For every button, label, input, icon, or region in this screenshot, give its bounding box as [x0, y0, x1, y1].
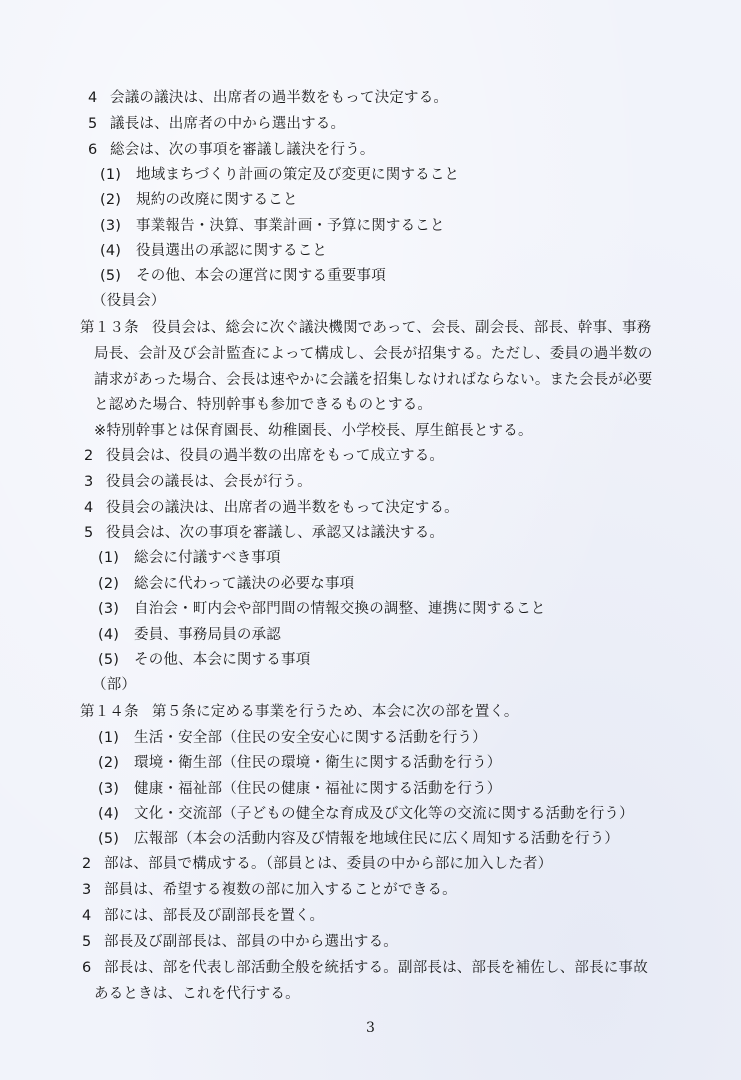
article-text: 役員会は、総会に次ぐ議決機関であって、会長、副会長、部長、幹事、事務: [152, 320, 652, 336]
item-14-1: [98, 728, 487, 748]
item-14-2: [98, 753, 502, 773]
item-1: [100, 165, 459, 185]
item-14-5: [98, 829, 619, 849]
clause-12-5: [88, 114, 345, 134]
clause-text: 役員会の議長は、会長が行う。: [106, 474, 312, 490]
item-13-5: [98, 650, 310, 670]
clause-number: 6: [88, 142, 98, 158]
item-number: (2): [98, 576, 120, 592]
item-number: (4): [98, 627, 120, 643]
item-text: 役員選出の承認に関すること: [136, 243, 328, 259]
clause-13-5: [84, 523, 444, 543]
clause-number: 5: [88, 116, 98, 132]
clause-number: 6: [82, 960, 92, 976]
clause-number: 2: [84, 448, 94, 464]
article-14-heading: [80, 702, 519, 722]
article-13-line-2: 局長、会計及び会計監査によって構成し、会長が招集する。ただし、委員の過半数の: [94, 346, 653, 362]
item-number: (1): [100, 167, 122, 183]
clause-14-2: [82, 854, 552, 874]
item-number: (4): [100, 243, 122, 259]
clause-13-2: [84, 446, 444, 466]
item-text: 委員、事務局員の承認: [134, 627, 281, 643]
clause-text: 総会は、次の事項を審議し議決を行う。: [110, 142, 375, 158]
article-13-note: ※特別幹事とは保育園長、幼稚園長、小学校長、厚生館長とする。: [94, 423, 533, 439]
item-14-3: [98, 779, 502, 799]
clause-text: 部員は、希望する複数の部に加入することができる。: [104, 882, 457, 898]
clause-text: 会議の議決は、出席者の過半数をもって決定する。: [110, 90, 449, 106]
clause-number: 4: [88, 90, 98, 106]
item-13-1: [98, 548, 281, 568]
item-number: (3): [98, 781, 120, 797]
item-text: 総会に代わって議決の必要な事項: [134, 576, 355, 592]
clause-12-4: [88, 88, 448, 108]
clause-text: 部長及び副部長は、部員の中から選出する。: [104, 934, 398, 950]
item-text: その他、本会の運営に関する重要事項: [136, 268, 386, 284]
item-text: 自治会・町内会や部門間の情報交換の調整、連携に関すること: [134, 601, 546, 617]
article-13-heading: [80, 318, 651, 338]
item-number: (5): [98, 831, 120, 847]
item-number: (4): [98, 806, 120, 822]
item-number: (2): [100, 192, 122, 208]
clause-number: 4: [82, 908, 92, 924]
clause-text: 部長は、部を代表し部活動全般を統括する。副部長は、部長を補佐し、部長に事故: [104, 960, 648, 976]
item-number: (1): [98, 730, 120, 746]
clause-14-3: [82, 880, 457, 900]
item-text: 健康・福祉部（住民の健康・福祉に関する活動を行う）: [134, 781, 502, 797]
item-text: 環境・衛生部（住民の環境・衛生に関する活動を行う）: [134, 755, 502, 771]
clause-number: 2: [82, 856, 92, 872]
clause-number: 5: [84, 525, 94, 541]
clause-text: 議長は、出席者の中から選出する。: [110, 116, 346, 132]
item-text: その他、本会に関する事項: [134, 652, 311, 668]
item-13-2: [98, 574, 354, 594]
item-number: (2): [98, 755, 120, 771]
section-heading-yakuinkai: （役員会）: [92, 293, 166, 309]
item-number: (5): [100, 268, 122, 284]
item-5: [100, 266, 386, 286]
clause-text: 部は、部員で構成する。（部員とは、委員の中から部に加入した者）: [104, 856, 553, 872]
item-text: 事業報告・決算、事業計画・予算に関すること: [136, 218, 445, 234]
article-number: 第１３条: [80, 320, 139, 336]
clause-14-4: [82, 906, 324, 926]
article-number: 第１４条: [80, 704, 139, 720]
item-text: 総会に付議すべき事項: [134, 550, 281, 566]
clause-12-6: [88, 140, 375, 160]
section-heading-bu: （部）: [92, 677, 137, 693]
item-2: [100, 190, 298, 210]
clause-number: 3: [84, 474, 94, 490]
item-3: [100, 216, 445, 236]
clause-13-3: [84, 472, 312, 492]
item-14-4: [98, 804, 634, 824]
clause-number: 5: [82, 934, 92, 950]
article-13-line-4: と認めた場合、特別幹事も参加できるものとする。: [94, 397, 433, 413]
clause-14-6: [82, 958, 648, 978]
clause-text: 役員会の議決は、出席者の過半数をもって決定する。: [106, 500, 459, 516]
item-text: 地域まちづくり計画の策定及び変更に関すること: [136, 167, 460, 183]
clause-14-5: [82, 932, 398, 952]
clause-text: 部には、部長及び副部長を置く。: [104, 908, 325, 924]
clause-number: 3: [82, 882, 92, 898]
page-number: 3: [366, 1020, 375, 1036]
item-number: (5): [98, 652, 120, 668]
item-text: 生活・安全部（住民の安全安心に関する活動を行う）: [134, 730, 487, 746]
clause-14-6-continued: あるときは、これを代行する。: [94, 986, 300, 1002]
item-13-3: [98, 599, 546, 619]
article-13-line-3: 請求があった場合、会長は速やかに会議を招集しなければならない。また会長が必要: [94, 372, 653, 388]
item-4: [100, 241, 327, 261]
article-text: 第５条に定める事業を行うため、本会に次の部を置く。: [152, 704, 519, 720]
item-number: (3): [100, 218, 122, 234]
item-text: 文化・交流部（子どもの健全な育成及び文化等の交流に関する活動を行う）: [134, 806, 634, 822]
item-number: (3): [98, 601, 120, 617]
item-13-4: [98, 625, 281, 645]
item-number: (1): [98, 550, 120, 566]
clause-13-4: [84, 498, 459, 518]
clause-text: 役員会は、役員の過半数の出席をもって成立する。: [106, 448, 445, 464]
clause-text: 役員会は、次の事項を審議し、承認又は議決する。: [106, 525, 445, 541]
item-text: 広報部（本会の活動内容及び情報を地域住民に広く周知する活動を行う）: [134, 831, 620, 847]
clause-number: 4: [84, 500, 94, 516]
item-text: 規約の改廃に関すること: [136, 192, 298, 208]
